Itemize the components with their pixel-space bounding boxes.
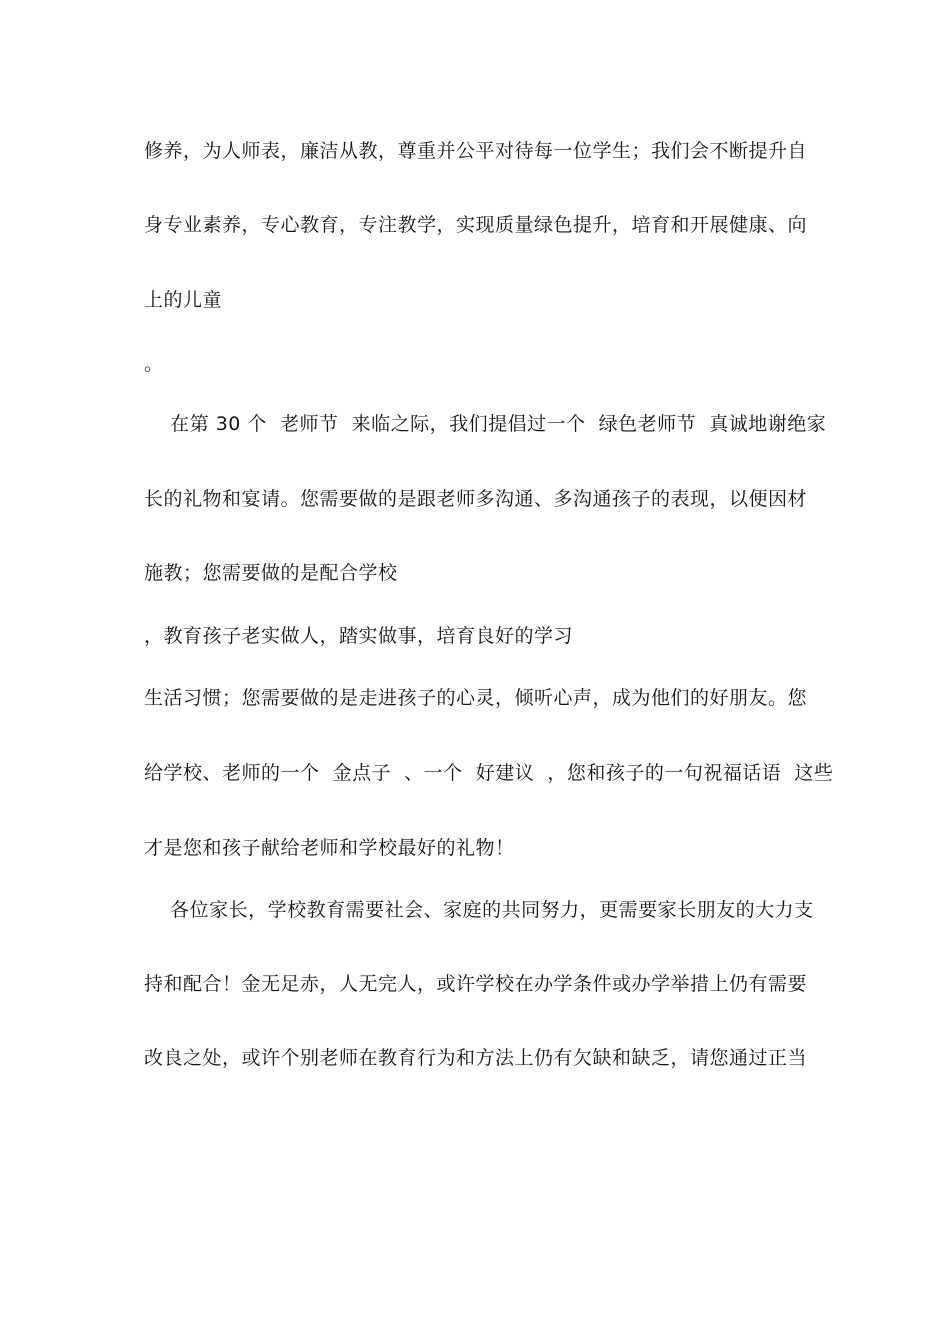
text-line: 身专业素养，专心教育，专注教学，实现质量绿色提升，培育和开展健康、向 [144, 214, 808, 236]
text-line: 才是您和孩子献给老师和学校最好的礼物！ [144, 837, 515, 859]
text-line: 生活习惯；您需要做的是走进孩子的心灵，倾听心声，成为他们的好朋友。您 [144, 687, 808, 709]
text-line: 修养，为人师表，廉洁从教，尊重并公平对待每一位学生；我们会不断提升自 [144, 140, 808, 162]
text-line: 在第 30 个 老师节 来临之际，我们提倡过一个 绿色老师节 真诚地谢绝家 [144, 413, 827, 435]
text-line: 各位家长，学校教育需要社会、家庭的共同努力，更需要家长朋友的大力支 [144, 899, 814, 921]
text-line: 改良之处，或许个别老师在教育行为和方法上仍有欠缺和缺乏，请您通过正当 [144, 1047, 808, 1069]
text-line: 给学校、老师的一个 金点子 、一个 好建议 ，您和孩子的一句祝福话语 这些 [144, 762, 834, 784]
text-line: 长的礼物和宴请。您需要做的是跟老师多沟通、多沟通孩子的表现，以便因材 [144, 488, 808, 510]
text-line: 施教；您需要做的是配合学校 [144, 562, 398, 584]
text-line: 上的儿童 [144, 289, 223, 311]
text-line: 持和配合！金无足赤，人无完人，或许学校在办学条件或办学举措上仍有需要 [144, 973, 808, 995]
text-line: ，教育孩子老实做人，踏实做事，培育良好的学习 [144, 625, 574, 647]
text-line: 。 [144, 353, 164, 375]
